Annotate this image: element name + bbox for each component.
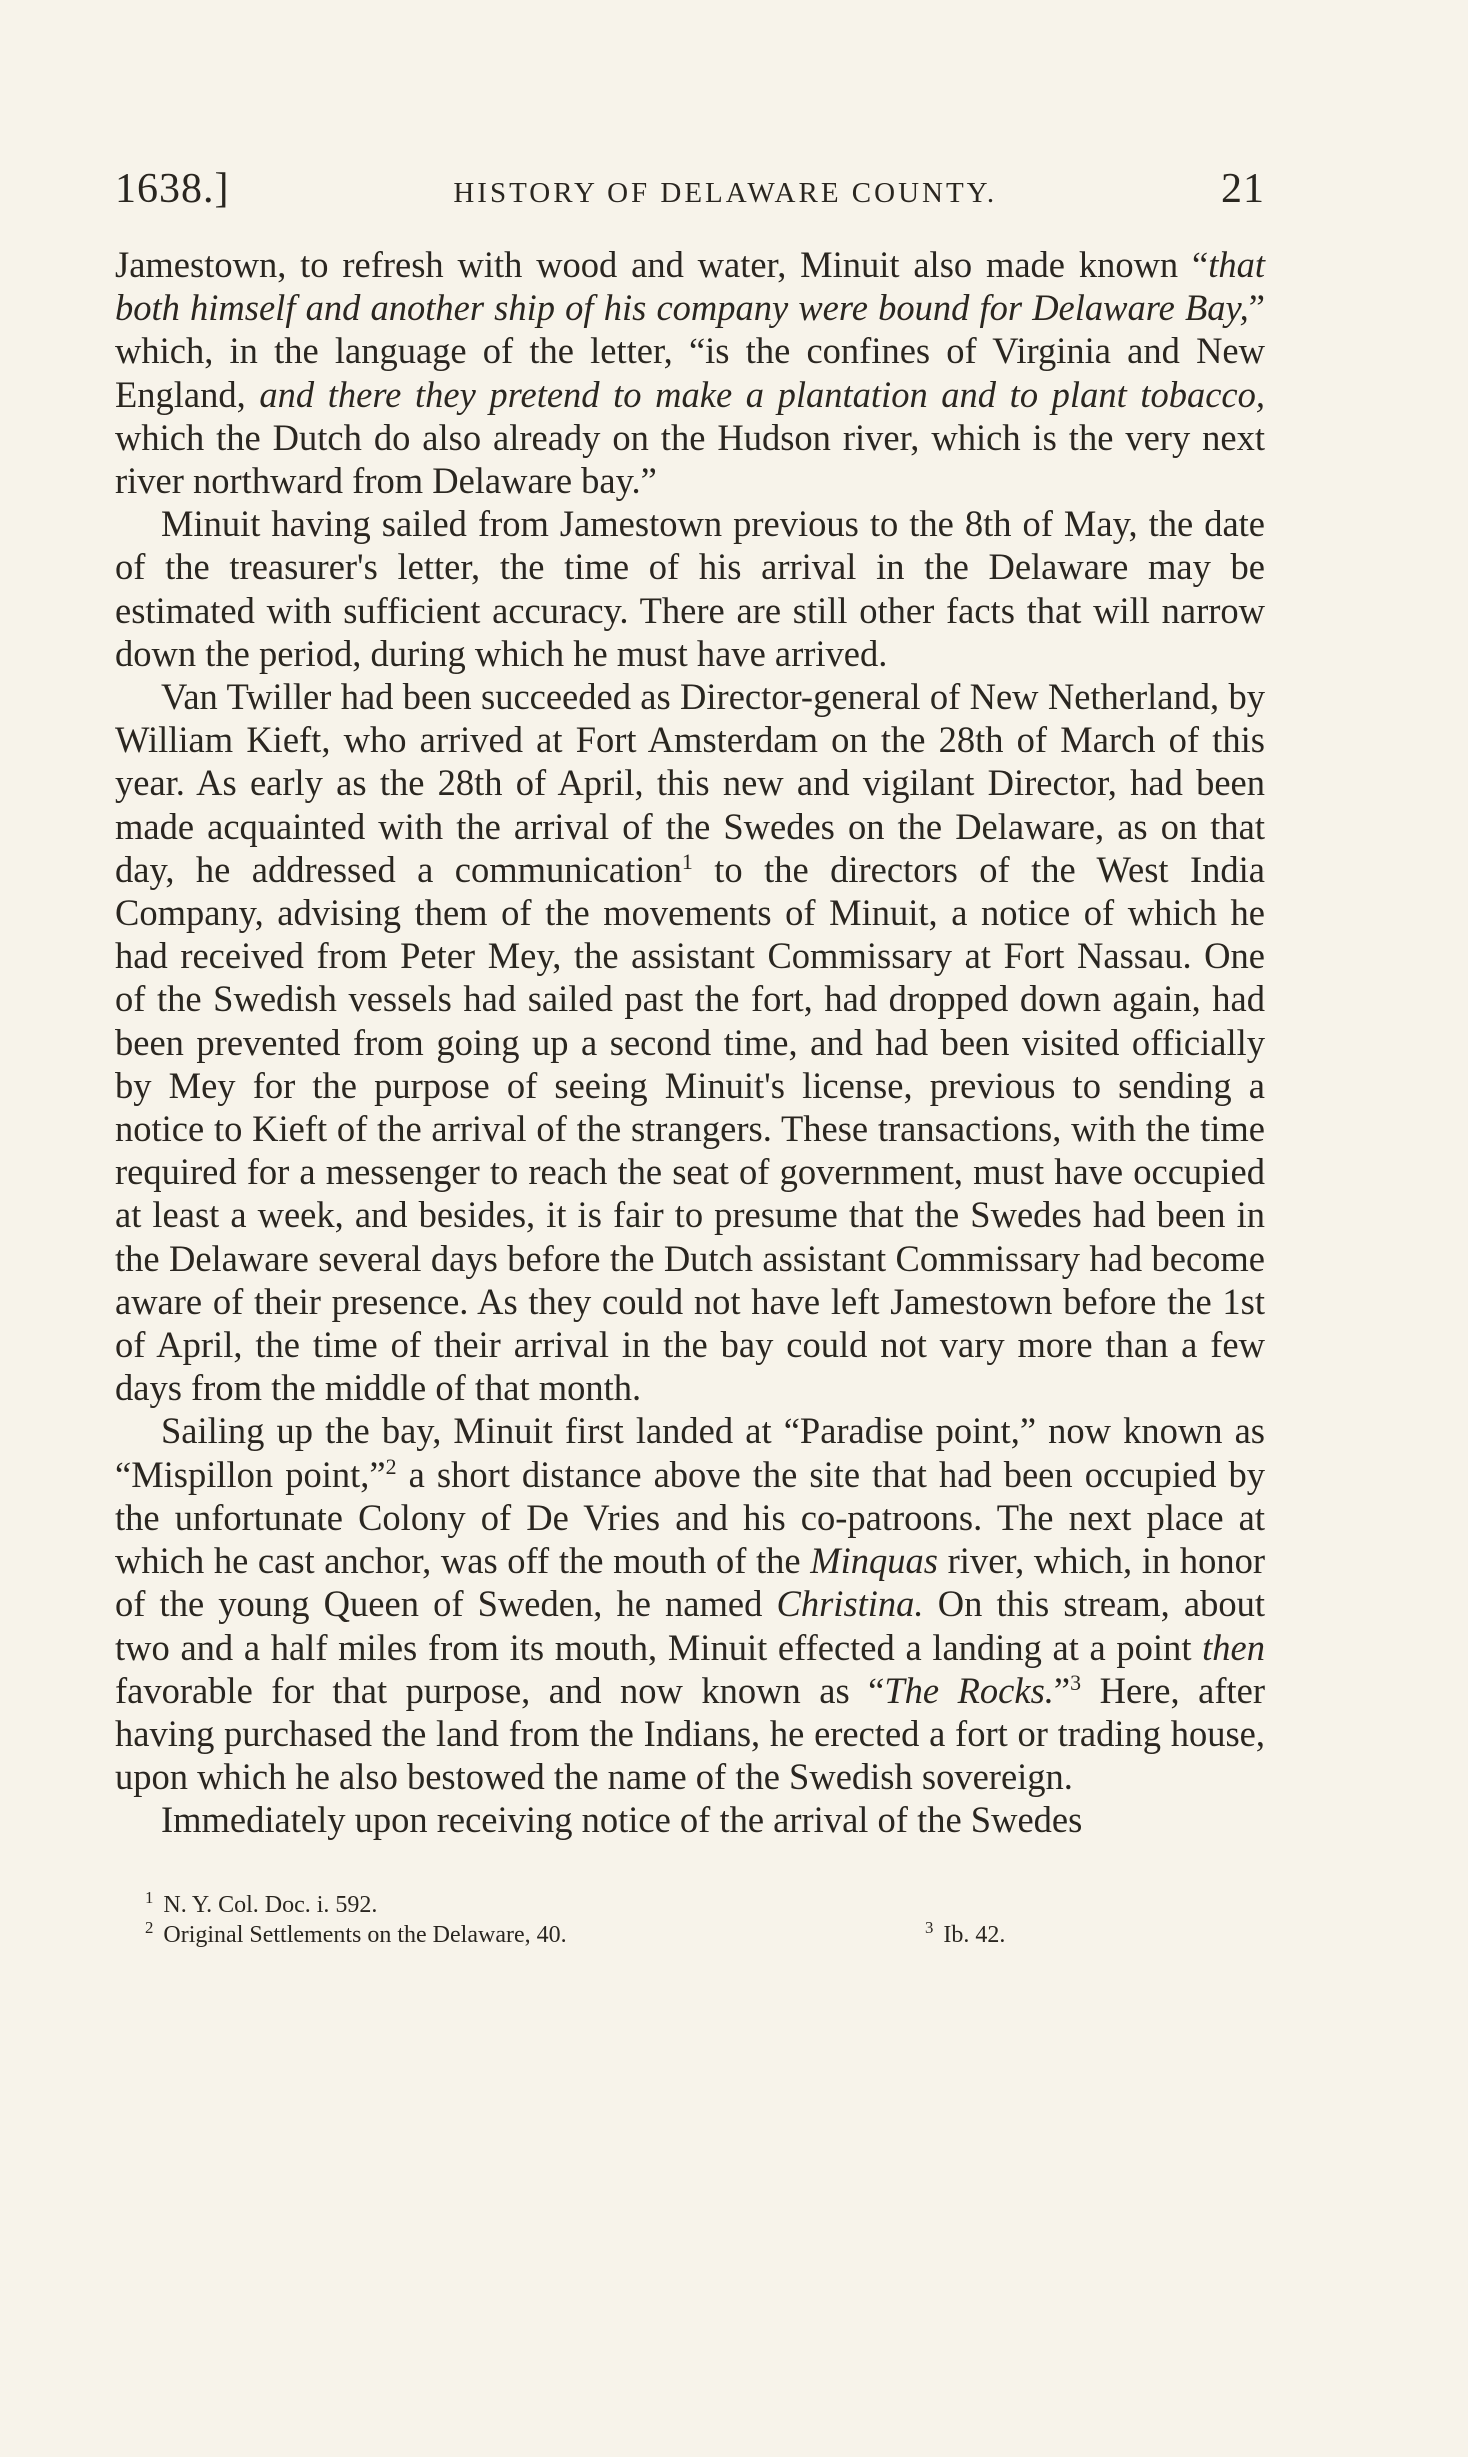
footnote-row-2 [145,1917,1265,1950]
running-head [115,165,1265,225]
footnote-number: 2 [145,1917,154,1937]
footnote-ref-3: 3 [1070,1669,1082,1695]
footnote-number: 1 [145,1887,154,1907]
footnote-ref-2: 2 [385,1453,397,1479]
paragraph-3: Van Twiller had been succeeded as Director-general of New Netherland, by William Kieft, who arrived at Fort Amsterdam on the 28th of March of this year. As early as the 28th of April, this new and vigilant Director, had been made acquainted with the arrival of the Swedes on the Delaware, as on that day, he addressed a communication$^1$ to the directors of the West India Company, advising them of the movements of Minuit, a notice of which he had received from Peter Mey, the assistant Commissary at Fort Nassau. One of the Swedish vessels had sailed past the fort, had dropped down again, had been prevented from going up a second time, and had been visited officially by Mey for the purpose of seeing Minuit's license, previous to sending a notice to Kieft of the arrival of the strangers. These transactions, with the time required for a messenger to reach the seat of government, must have occupied at least a week, and besides, it is fair to presume that the Swedes had been in the Delaware several days before the Dutch assistant Commissary had become aware of their presence. As they could not have left Jamestown before the 1st of April, the time of their arrival in the bay could not vary more than a few days from the middle of that month. [115,676,1265,1409]
footnote-1 [145,1887,1265,1920]
footnotes [115,1887,1265,1950]
page-number: 21 [1220,166,1265,212]
body-text [115,243,1265,1842]
footnote-text: Ib. 42. [943,1921,1006,1948]
page [115,165,1265,1950]
footnote-text: Original Settlements on the Delaware, 40. [163,1921,567,1948]
footnote-text: N. Y. Col. Doc. i. 592. [163,1891,378,1918]
paragraph-4: Sailing up the bay, Minuit first landed at “Paradise point,” now known as “Mispillon point,”$^2$ a short distance above the site that had been occupied by the unfortunate Colony of De Vries and his co-patroons. The next place at which he cast anchor, was off the mouth of the Minquas river, which, in honor of the young Queen of Sweden, he named Christina. On this stream, about two and a half miles from its mouth, Minuit effected a landing at a point then favorable for that purpose, and now known as “The Rocks.”$^3$ Here, after having purchased the land from the Indians, he erected a fort or trading house, upon which he also bestowed the name of the Swedish sovereign. [115,1410,1265,1798]
paragraph-1: Jamestown, to refresh with wood and water, Minuit also made known “that both himself and another ship of his company were bound for Delaware Bay,” which, in the language of the letter, “is the confines of Virginia and New England, and there they pretend to make a plantation and to plant tobacco, which the Dutch do also already on the Hudson river, which is the very next river northward from Delaware bay.” [115,244,1265,502]
header-title: HISTORY OF DELAWARE COUNTY. [453,177,998,209]
paragraph-2: Minuit having sailed from Jamestown previous to the 8th of May, the date of the treasurer's letter, the time of his arrival in the Delaware may be estimated with sufficient accuracy. There are still other facts that will narrow down the period, during which he must have arrived. [115,503,1265,674]
header-year: 1638.] [115,166,230,212]
footnote-3 [925,1917,1006,1950]
footnote-number: 3 [925,1917,934,1937]
footnote-2 [145,1917,925,1950]
paragraph-5: Immediately upon receiving notice of the arrival of the Swedes [161,1799,1083,1841]
footnote-ref-1: 1 [681,848,693,874]
